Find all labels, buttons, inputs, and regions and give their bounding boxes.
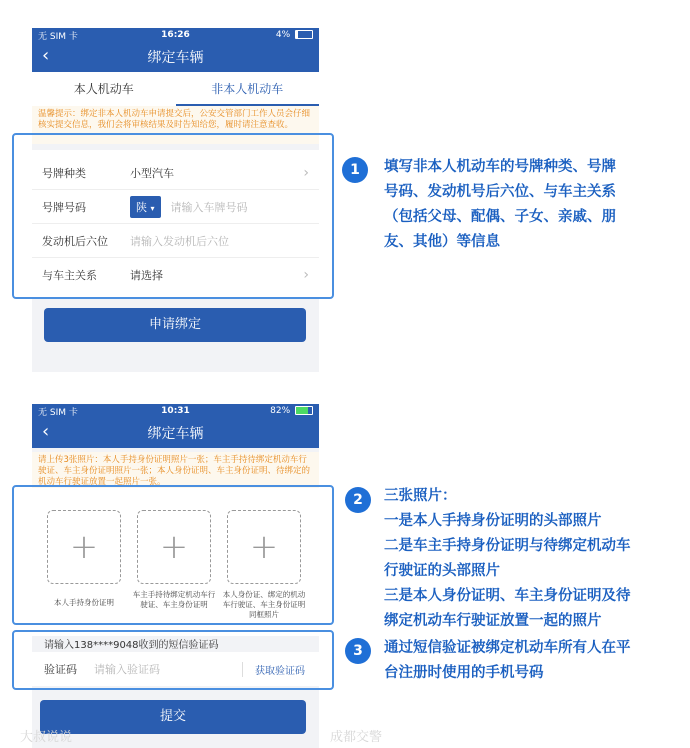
- carrier-text: 无 SIM 卡: [38, 31, 78, 42]
- page-title: 绑定车辆: [147, 50, 204, 66]
- badge-2: 2: [345, 487, 371, 513]
- tab-own-vehicle[interactable]: 本人机动车: [32, 72, 176, 106]
- highlight-box-3: [12, 630, 334, 690]
- clock-text: 10:31: [161, 406, 190, 416]
- notice-text: 温馨提示：绑定非本人机动车申请提交后，公安交管部门工作人员会仔细核实提交信息，我们会将审核结果及时告知给您，履时请注意查收。: [32, 106, 319, 144]
- get-code-button[interactable]: 获取验证码: [242, 662, 305, 677]
- back-arrow-icon[interactable]: ‹: [42, 45, 50, 66]
- chevron-right-icon: ›: [303, 164, 309, 181]
- nav-bar: [32, 418, 319, 448]
- code-input[interactable]: 请输入验证码: [94, 663, 160, 676]
- plus-icon: +: [69, 527, 99, 567]
- province-value: 陕: [136, 200, 147, 214]
- battery-icon: [295, 406, 313, 415]
- watermark-right: 成都交警: [330, 730, 383, 745]
- engine-input[interactable]: 请输入发动机后六位: [130, 234, 229, 248]
- caret-down-icon: ▾: [150, 203, 155, 213]
- nav-bar: [32, 42, 319, 72]
- status-bar: [32, 404, 319, 418]
- sms-hint: 请输入138****9048收到的短信验证码: [44, 640, 219, 651]
- highlight-box-1: [12, 133, 334, 299]
- plus-icon: +: [249, 527, 279, 567]
- watermark-left: 大叔说说: [20, 730, 73, 745]
- page-title: 绑定车辆: [147, 426, 204, 442]
- photo-caption-3: 本人身份证、绑定的机动车行驶证、车主身份证明同框照片: [222, 590, 306, 619]
- plus-icon: +: [159, 527, 189, 567]
- battery-icon: [295, 30, 313, 39]
- battery-percent: 82%: [270, 406, 291, 416]
- badge-1: 1: [342, 157, 368, 183]
- back-arrow-icon[interactable]: ‹: [42, 421, 50, 442]
- battery-percent: 4%: [275, 30, 291, 40]
- submit-button[interactable]: 提交: [40, 700, 306, 734]
- clock-text: 16:26: [161, 30, 190, 40]
- badge-3: 3: [345, 638, 371, 664]
- plate-type-label: 号牌种类: [42, 166, 86, 180]
- photo-caption-1: 本人手持身份证明: [54, 598, 114, 607]
- photo-caption-2: 车主手持待绑定机动车行驶证、车主身份证明: [132, 590, 216, 609]
- chevron-right-icon: ›: [303, 267, 309, 283]
- plate-type-value: 小型汽车: [130, 166, 174, 180]
- status-bar: [32, 28, 319, 42]
- annotation-1: 填写非本人机动车的号牌种类、号牌 号码、发动机号后六位、与车主关系 （包括父母、配偶、子女、亲戚、朋 友、其他）等信息: [384, 159, 616, 250]
- upload-notice: 请上传3张照片：本人手持身份证明照片一张；车主手持待绑定机动车行驶证、车主身份证明照片一张；本人身份证明、车主身份证明、待绑定的机动车行驶证放置一起照片一张。: [32, 452, 319, 490]
- highlight-box-2: [12, 485, 334, 625]
- plate-number-input[interactable]: 请输入车牌号码: [170, 200, 248, 214]
- plate-number-label: 号牌号码: [42, 200, 86, 214]
- tab-bar: [32, 72, 319, 106]
- engine-label: 发动机后六位: [42, 234, 108, 248]
- apply-bind-button[interactable]: 申请绑定: [44, 308, 306, 342]
- code-label: 验证码: [44, 663, 77, 676]
- relation-label: 与车主关系: [42, 269, 97, 282]
- annotation-3: 通过短信验证被绑定机动车所有人在平 台注册时使用的手机号码: [384, 640, 631, 681]
- tab-other-vehicle[interactable]: 非本人机动车: [176, 72, 320, 106]
- relation-value: 请选择: [130, 269, 163, 282]
- annotation-2: 三张照片： 一是本人手持身份证明的头部照片 二是车主手持身份证明与待绑定机动车 行驶证的头部照片 三是本人身份证明、车主身份证明及待 绑定机动车行驶证放置一起的照片: [384, 488, 631, 629]
- carrier-text: 无 SIM 卡: [38, 407, 78, 418]
